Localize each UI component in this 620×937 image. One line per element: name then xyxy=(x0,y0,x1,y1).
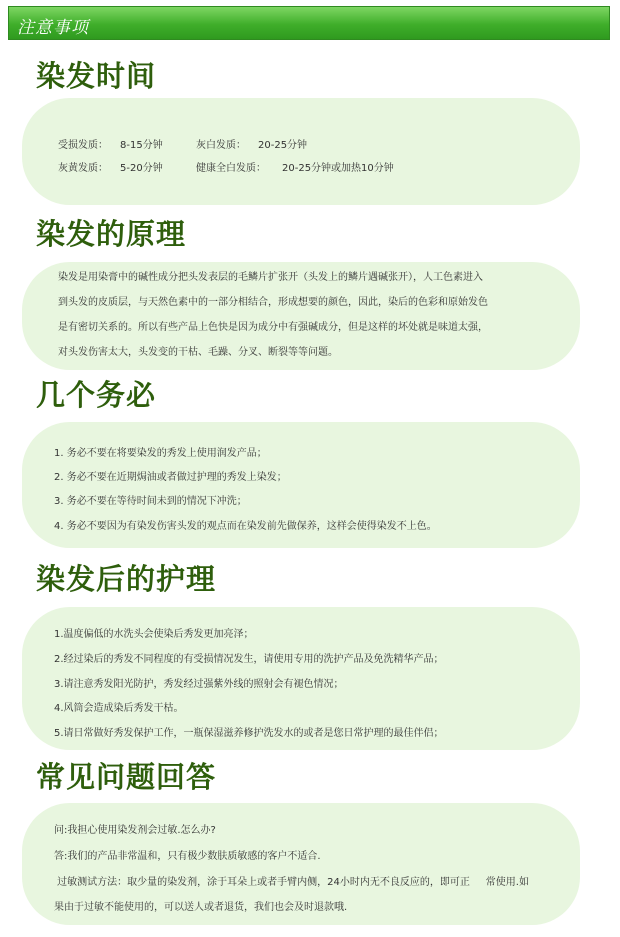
must-item: 2. 务必不要在近期焗油或者做过护理的秀发上染发； xyxy=(54,472,287,483)
must-item: 3. 务必不要在等待时间未到的情况下冲洗； xyxy=(54,496,247,507)
dye-time-value: 5-20分钟 xyxy=(120,163,163,174)
dye-time-item xyxy=(196,159,394,174)
faq-answer-line: 果由于过敏不能使用的，可以送人或者退货，我们也会及时退款哦. xyxy=(54,902,348,913)
header-title: 注意事项 xyxy=(17,18,89,38)
must-item: 4. 务必不要因为有染发伤害头发的观点而在染发前先做保养，这样会使得染发不上色。 xyxy=(54,521,437,532)
faq-question: 问:我担心使用染发剂会过敏.怎么办? xyxy=(54,825,216,836)
aftercare-item: 5.请日常做好秀发保护工作，一瓶保湿滋养修护洗发水的或者是您日常护理的最佳伴侣； xyxy=(54,728,444,739)
faq-answer: 答:我们的产品非常温和，只有极少数肤质敏感的客户不适合. xyxy=(54,851,321,862)
faq-answer-line: 过敏测试方法：取少量的染发剂，涂于耳朵上或者手臂内侧，24小时内无不良反应的，即可正 常使用.如 xyxy=(54,877,529,888)
principle-line: 染发是用染膏中的碱性成分把头发表层的毛鳞片扩张开（头发上的鳞片遇碱张开），人工色素进入 xyxy=(58,272,483,283)
dye-time-label: 健康全白发质： xyxy=(196,163,266,174)
must-item: 1. 务必不要在将要染发的秀发上使用润发产品； xyxy=(54,448,267,459)
aftercare-item: 2.经过染后的秀发不同程度的有受损情况发生，请使用专用的洗护产品及免洗精华产品； xyxy=(54,654,444,665)
section-heading-principle: 染发的原理 xyxy=(36,217,187,251)
panel-must xyxy=(22,422,580,548)
dye-time-label: 灰白发质： xyxy=(196,140,246,151)
panel-principle xyxy=(22,262,580,370)
dye-time-value: 20-25分钟或加热10分钟 xyxy=(282,163,394,174)
dye-time-item xyxy=(58,159,163,174)
dye-time-value: 20-25分钟 xyxy=(258,140,308,151)
header-bar xyxy=(8,6,610,40)
principle-line: 到头发的皮质层，与天然色素中的一部分相结合，形成想要的颜色，因此，染后的色彩和原始发色 xyxy=(58,297,488,308)
aftercare-item: 1.温度偏低的水洗头会使染后秀发更加亮泽； xyxy=(54,629,254,640)
section-heading-must: 几个务必 xyxy=(36,378,157,412)
aftercare-item: 4.风筒会造成染后秀发干枯。 xyxy=(54,703,184,714)
section-heading-faq: 常见问题回答 xyxy=(36,760,217,794)
principle-line: 对头发伤害太大，头发变的干枯、毛躁、分叉、断裂等等问题。 xyxy=(58,347,338,358)
panel-faq xyxy=(22,803,580,925)
dye-time-value: 8-15分钟 xyxy=(120,140,163,151)
section-heading-aftercare: 染发后的护理 xyxy=(36,562,217,596)
dye-time-item xyxy=(196,136,307,151)
dye-time-item xyxy=(58,136,163,151)
aftercare-item: 3.请注意秀发阳光防护，秀发经过强紫外线的照射会有褪色情况； xyxy=(54,679,344,690)
panel-dye-time xyxy=(22,98,580,205)
panel-aftercare xyxy=(22,607,580,750)
section-heading-dye-time: 染发时间 xyxy=(36,59,157,93)
principle-line: 是有密切关系的。所以有些产品上色快是因为成分中有强碱成分，但是这样的坏处就是味道太强， xyxy=(58,322,488,333)
dye-time-label: 灰黄发质： xyxy=(58,163,108,174)
dye-time-label: 受损发质： xyxy=(58,140,108,151)
